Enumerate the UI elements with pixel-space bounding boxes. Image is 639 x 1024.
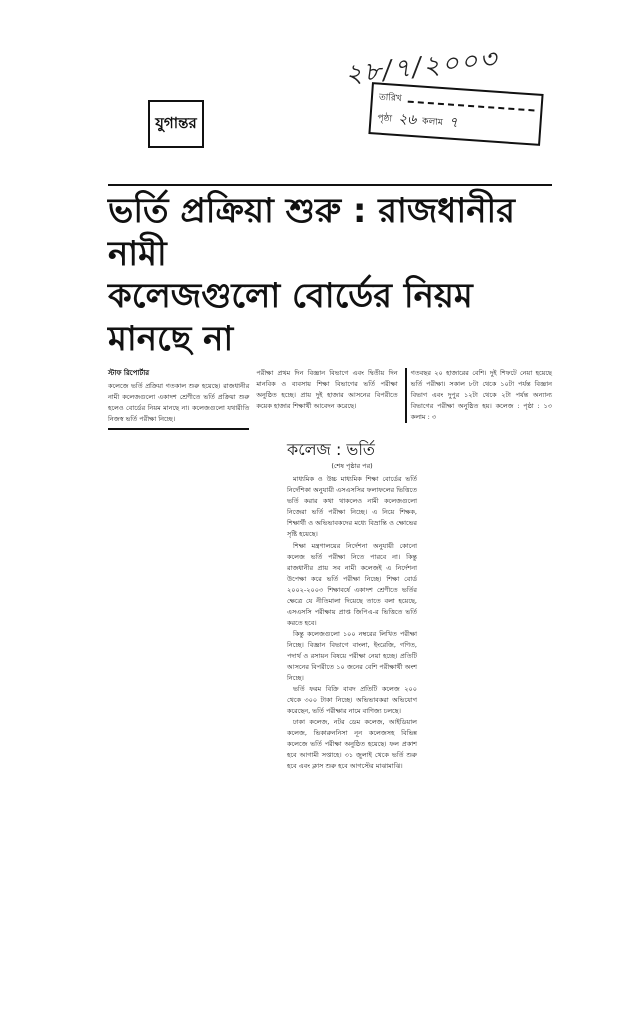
stamp-date-label: তারিখ [378, 92, 403, 104]
article [108, 184, 552, 430]
paragraph: শিক্ষা মন্ত্রণালয়ের নির্দেশনা অনুযায়ী কোনো কলেজ ভর্তি পরীক্ষা নিতে পারবে না। কিন্তু রাজধানীর প্রায় সব নামী কলেজই এ নির্দেশনা উপেক্ষা করে ভর্তি পরীক্ষা নিচ্ছে। শিক্ষা বোর্ড ২০০২-২০০৩ শিক্ষাবর্ষে একাদশ শ্রেণীতে ভর্তির ক্ষেত্রে যে নীতিমালা দিয়েছে তাতে বলা হয়েছে, এসএসসি পরীক্ষায় প্রাপ্ত জিপিএ-র ভিত্তিতে ভর্তি করতে হবে। [287, 541, 417, 627]
continuation-body [287, 474, 417, 772]
stamp-column-label: কলাম [421, 116, 444, 128]
paragraph: কিন্তু কলেজগুলো ১০০ নম্বরের লিখিত পরীক্ষা নিচ্ছে। বিজ্ঞান বিভাগে বাংলা, ইংরেজি, গণিত, পদার্থ ও রসায়ন বিষয়ে পরীক্ষা নেয়া হচ্ছে। প্রতিটি আসনের বিপরীতে ১০ জনের বেশি পরীক্ষার্থী অংশ নিচ্ছে। [287, 629, 417, 683]
stamp-page-value: ২৬ [397, 110, 417, 129]
headline-line-1: ভর্তি প্রক্রিয়া শুরু : রাজধানীর নামী [108, 191, 515, 274]
article-column-1-wrap [108, 368, 249, 430]
paragraph: ভর্তি ফরম বিক্রি বাবদ প্রতিটি কলেজ ২০০ থেকে ৩০০ টাকা নিচ্ছে। অভিভাবকরা অভিযোগ করেছেন, ভর্তি পরীক্ষার নামে বাণিজ্য চলছে। [287, 685, 417, 716]
continuation [287, 440, 417, 812]
article-column-2: পরীক্ষা প্রথম দিন বিজ্ঞান বিভাগে এবং দ্বিতীয় দিন মানবিক ও ব্যবসায় শিক্ষা বিভাগের ভর্তি পরীক্ষা অনুষ্ঠিত হচ্ছে। প্রায় দুই হাজার আসনের বিপরীতে কয়েক হাজার শিক্ষার্থী আবেদন করেছে। [256, 369, 398, 411]
paragraph: ঢাকা কলেজ, নটর ডেম কলেজ, আইডিয়াল কলেজ, ভিকারুননিসা নূন কলেজসহ বিভিন্ন কলেজে ভর্তি পরীক্ষা অনুষ্ঠিত হয়েছে। ফল প্রকাশ হবে আগামী সপ্তাহে। ৩১ জুলাই থেকে ভর্তি শুরু হবে এবং ক্লাস শুরু হবে আগস্টের মাঝামাঝি। [287, 718, 417, 771]
headline [108, 190, 552, 360]
paragraph: মাধ্যমিক ও উচ্চ মাধ্যমিক শিক্ষা বোর্ডের ভর্তি নির্দেশিকা অনুযায়ী এসএসসির ফলাফলের ভিত্তিতে ভর্তি করার কথা থাকলেও নামী কলেজগুলো নিজেরা ভর্তি পরীক্ষা নিচ্ছে। এ নিয়ে শিক্ষক, শিক্ষার্থী ও অভিভাবকদের মধ্যে বিভ্রান্তি ও ক্ষোভের সৃষ্টি হয়েছে। [287, 475, 417, 539]
top-rule [108, 184, 552, 186]
masthead [0, 0, 639, 184]
stamp-column-value: ৭ [448, 114, 459, 132]
archive-stamp [368, 82, 543, 146]
newspaper-logo: যুগান্তর [148, 100, 204, 148]
continuation-heading: কলেজ : ভর্তি [287, 440, 375, 460]
article-column-1: কলেজে ভর্তি প্রক্রিয়া গতকাল শুরু হয়েছে। রাজধানীর নামী কলেজগুলো একাদশ শ্রেণীতে ভর্তি প্রক্রিয়া শুরু হলেও বোর্ডের নিয়ম মানছে না। কলেজগুলো যথারীতি নিজস্ব ভর্তি পরীক্ষা নিচ্ছে। [108, 382, 250, 424]
article-column-3: গতবছর ২০ হাজারের বেশি। দুই শিফটে নেয়া হয়েছে ভর্তি পরীক্ষা। সকাল ৮টা থেকে ১০টা পর্যন্ত বিজ্ঞান বিভাগ এবং দুপুর ১২টা থেকে ২টা পর্যন্ত অন্যান্য বিভাগের পরীক্ষা অনুষ্ঠিত হয়। কলেজ : পৃষ্ঠা : ১৩ কলাম : ৩ [405, 368, 552, 423]
stamp-page-label: পৃষ্ঠা [377, 113, 393, 125]
continuation-subheading: (শেষ পৃষ্ঠার পর) [331, 462, 373, 471]
headline-line-2: কলেজগুলো বোর্ডের নিয়ম মানছে না [108, 276, 473, 359]
byline: স্টাফ রিপোর্টার [108, 369, 150, 377]
handwritten-date: ২৮/৭/২০০৩ [343, 44, 500, 90]
lead-columns [108, 368, 552, 430]
